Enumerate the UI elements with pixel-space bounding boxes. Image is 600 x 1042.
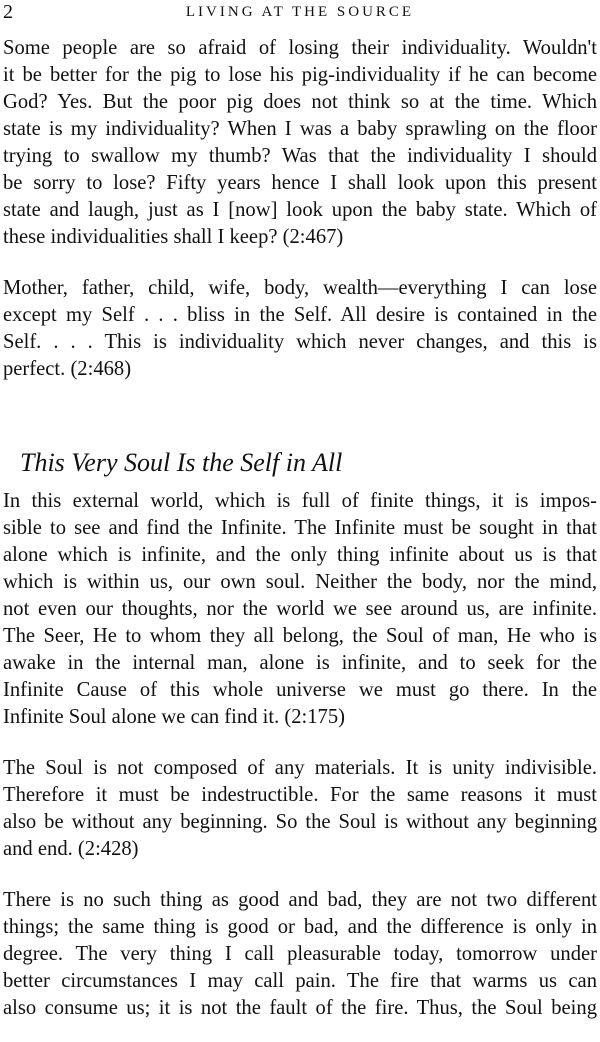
text-line: degree. The very thing I call pleasurable today, tomorrow under [3,943,597,965]
text-line: There is no such thing as good and bad, they are not two different [3,889,597,911]
page-header [0,0,600,24]
text-line: In this external world, which is full of finite things, it is impos- [3,490,597,512]
text-line: perfect. (2:468) [3,358,132,380]
text-line: trying to swallow my thumb? Was that the individuality I should [3,145,597,167]
text-line: Self. . . . This is individuality which never changes, and this is [3,331,597,353]
text-line: these individualities shall I keep? (2:467) [3,226,344,248]
text-line: Infinite Cause of this whole universe we must go there. In the [3,679,597,701]
text-line: except my Self . . . bliss in the Self. All desire is contained in the [3,304,597,326]
section-heading: This Very Soul Is the Self in All [20,448,343,477]
text-line: and end. (2:428) [3,838,139,860]
text-line: state is my individuality? When I was a baby sprawling on the floor [3,118,597,140]
text-line: also consume us; it is not the fault of the fire. Thus, the Soul being [3,997,597,1019]
text-line: state and laugh, just as I [now] look upon the baby state. Which of [3,199,597,221]
text-line: God? Yes. But the poor pig does not think so at the time. Which [3,91,597,113]
text-line: Mother, father, child, wife, body, wealth—everything I can lose [3,277,597,299]
text-line: not even our thoughts, nor the world we see around us, are infinite. [3,598,597,620]
text-line: be sorry to lose? Fifty years hence I shall look upon this present [3,172,597,194]
text-line: better circumstances I may call pain. The fire that warms us can [3,970,597,992]
text-line: Some people are so afraid of losing their individuality. Wouldn't [3,37,597,59]
text-line: things; the same thing is good or bad, and the difference is only in [3,916,597,938]
text-line: alone which is infinite, and the only thing infinite about us is that [3,544,597,566]
running-head: LIVING AT THE SOURCE [185,4,415,20]
text-line: it be better for the pig to lose his pig-individuality if he can become [3,64,597,86]
text-line: also be without any beginning. So the Soul is without any beginning [3,811,597,833]
text-line: Infinite Soul alone we can find it. (2:175) [3,706,345,728]
text-line: The Soul is not composed of any materials. It is unity indivisible. [3,757,597,779]
text-line: sible to see and find the Infinite. The Infinite must be sought in that [3,517,597,539]
text-line: The Seer, He to whom they all belong, the Soul of man, He who is [3,625,597,647]
text-line: which is within us, our own soul. Neither the body, nor the mind, [3,571,597,593]
page-number: 2 [3,1,13,23]
text-line: Therefore it must be indestructible. For the same reasons it must [3,784,597,806]
text-line: awake in the internal man, alone is infinite, and to seek for the [3,652,597,674]
